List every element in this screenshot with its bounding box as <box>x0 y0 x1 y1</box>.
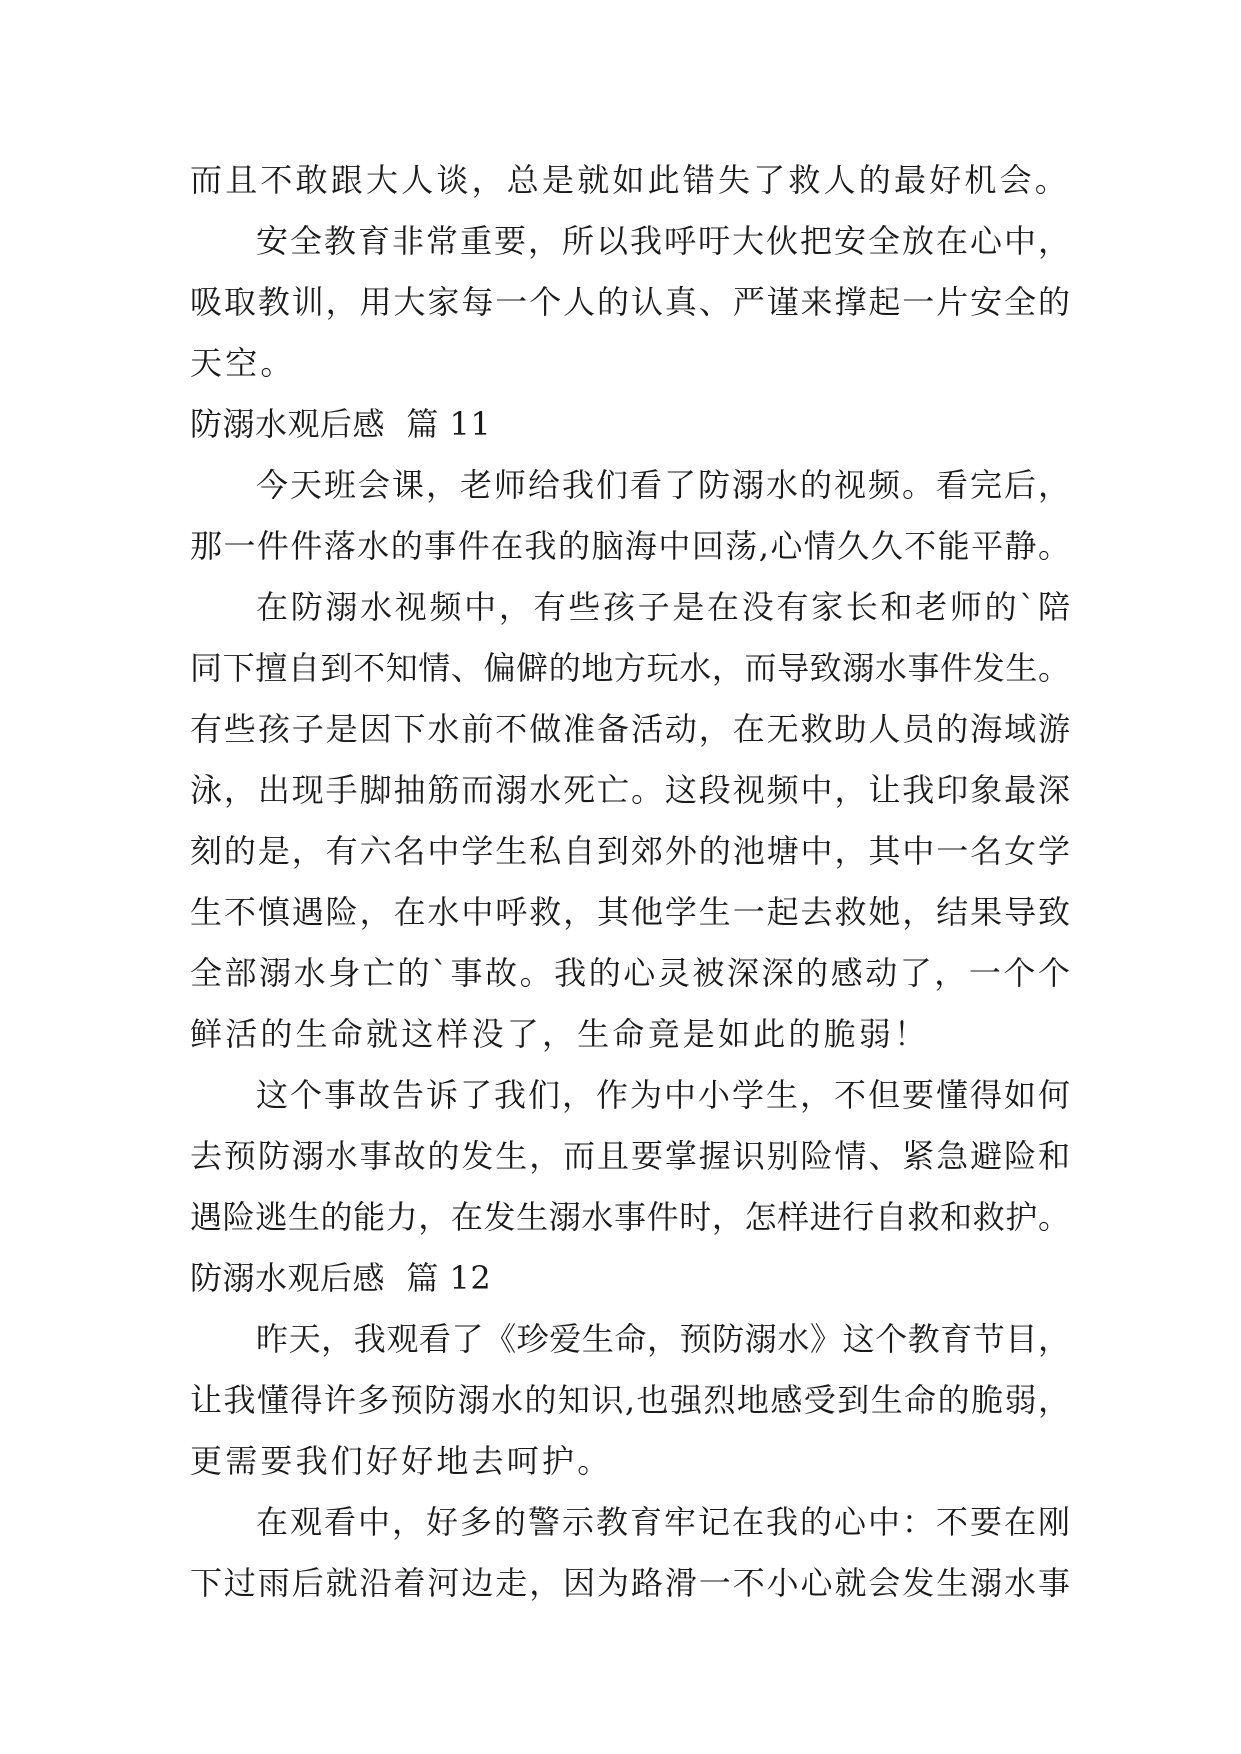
text-line: 下过雨后就沿着河边走，因为路滑一不小心就会发生溺水事 <box>190 1564 1070 1602</box>
text-line: 遇险逃生的能力，在发生溺水事件时，怎样进行自救和救护。 <box>190 1198 1070 1236</box>
paragraph <box>190 211 1070 394</box>
text-line: 在防溺水视频中，有些孩子是在没有家长和老师的`陪 <box>256 588 1070 626</box>
text-line: 在观看中，好多的警示教育牢记在我的心中：不要在刚 <box>256 1503 1070 1541</box>
text-line: 天空。 <box>190 344 296 382</box>
section-heading-text: 防溺水观后感 篇 11 <box>190 405 492 443</box>
text-line: 更需要我们好好地去呵护。 <box>190 1442 613 1480</box>
text-line: 生不慎遇险，在水中呼救，其他学生一起去救她，结果导致 <box>190 893 1070 931</box>
paragraph-continuation <box>190 150 1070 211</box>
text-line: 鲜活的生命就这样没了，生命竟是如此的脆弱！ <box>190 1015 930 1053</box>
paragraph <box>190 455 1070 577</box>
text-line: 刻的是，有六名中学生私自到郊外的池塘中，其中一名女学 <box>190 832 1070 870</box>
text-line: 同下擅自到不知情、偏僻的地方玩水，而导致溺水事件发生。 <box>190 649 1070 687</box>
paragraph <box>190 1065 1070 1248</box>
text-line: 全部溺水身亡的`事故。我的心灵被深深的感动了，一个个 <box>190 954 1070 992</box>
text-line: 吸取教训，用大家每一个人的认真、严谨来撑起一片安全的 <box>190 283 1070 321</box>
text-line: 有些孩子是因下水前不做准备活动，在无救助人员的海域游 <box>190 710 1070 748</box>
document-body <box>190 150 1070 1614</box>
section-heading <box>190 394 1070 455</box>
section-heading-text: 防溺水观后感 篇 12 <box>190 1259 492 1297</box>
text-line: 安全教育非常重要，所以我呼吁大伙把安全放在心中， <box>256 222 1070 260</box>
paragraph <box>190 1309 1070 1492</box>
text-line: 昨天，我观看了《珍爱生命，预防溺水》这个教育节目， <box>256 1320 1070 1358</box>
text-line: 去预防溺水事故的发生，而且要掌握识别险情、紧急避险和 <box>190 1137 1070 1175</box>
text-line: 这个事故告诉了我们，作为中小学生，不但要懂得如何 <box>256 1076 1070 1114</box>
text-line: 今天班会课，老师给我们看了防溺水的视频。看完后， <box>256 466 1070 504</box>
section-heading <box>190 1248 1070 1309</box>
text-line: 泳，出现手脚抽筋而溺水死亡。这段视频中，让我印象最深 <box>190 771 1070 809</box>
paragraph <box>190 1492 1070 1614</box>
text-line: 而且不敢跟大人谈，总是就如此错失了救人的最好机会。 <box>190 161 1071 199</box>
paragraph <box>190 577 1070 1065</box>
text-line: 让我懂得许多预防溺水的知识,也强烈地感受到生命的脆弱， <box>190 1381 1070 1419</box>
text-line: 那一件件落水的事件在我的脑海中回荡,心情久久不能平静。 <box>190 527 1070 565</box>
